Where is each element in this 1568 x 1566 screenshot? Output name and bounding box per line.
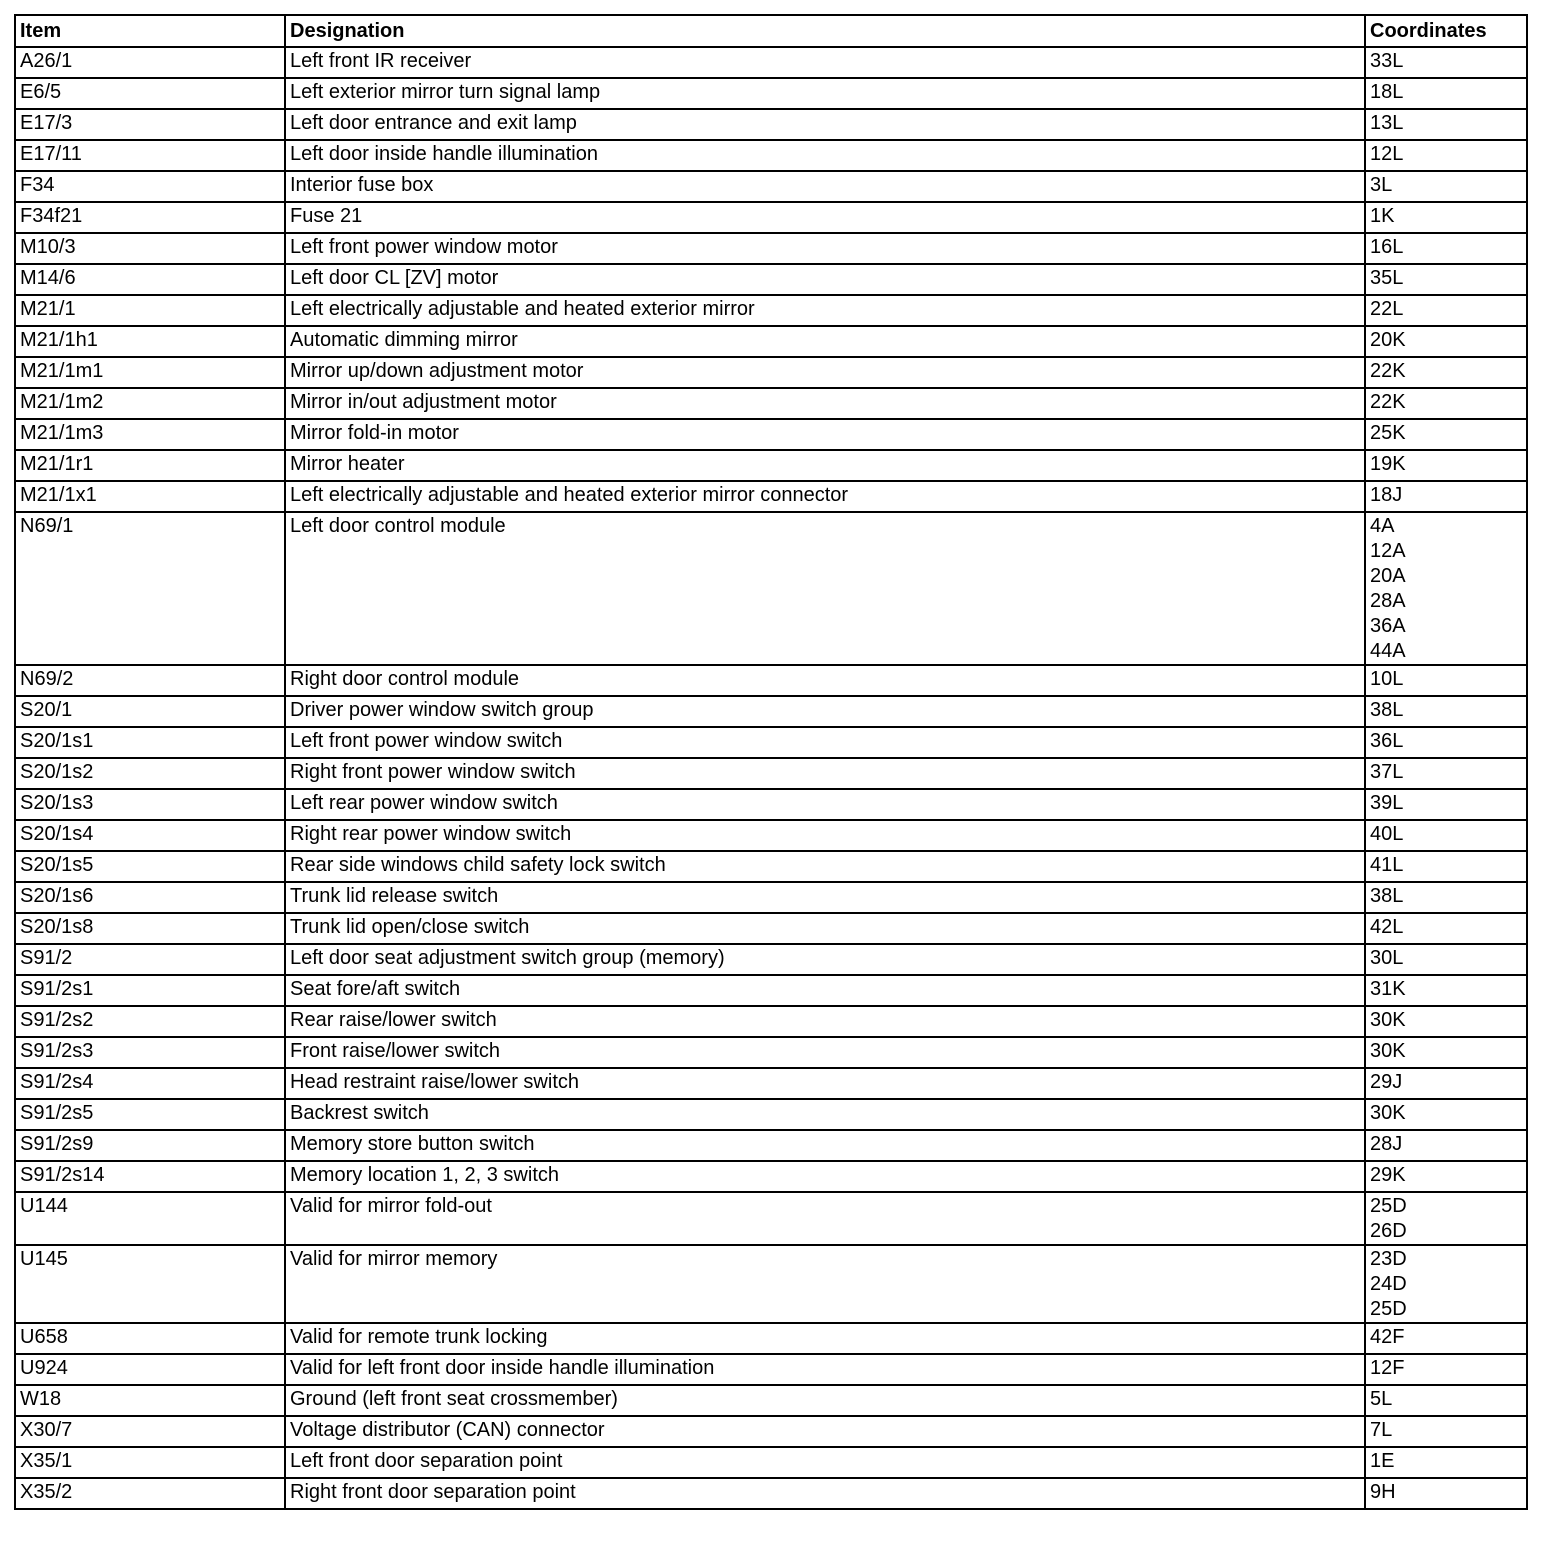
item-cell: M10/3 (15, 233, 285, 264)
coordinate-value: 24D (1370, 1273, 1407, 1295)
designation-cell: Rear side windows child safety lock switch (285, 851, 1365, 882)
header-designation: Designation (285, 15, 1365, 47)
header-row (15, 15, 1527, 47)
item-cell: M21/1m3 (15, 419, 285, 450)
designation-cell: Front raise/lower switch (285, 1037, 1365, 1068)
coordinate-value: 25K (1370, 422, 1406, 444)
coordinate-value: 5L (1370, 1388, 1393, 1410)
coordinate-value: 9H (1370, 1481, 1396, 1503)
coordinate-value: 19K (1370, 453, 1406, 475)
designation-cell: Valid for left front door inside handle illumination (285, 1354, 1365, 1385)
coordinate-value: 22L (1370, 298, 1404, 320)
designation-cell: Trunk lid open/close switch (285, 913, 1365, 944)
coordinates-cell (1365, 1447, 1527, 1478)
item-cell: U145 (15, 1245, 285, 1323)
table-row (15, 326, 1527, 357)
item-cell: S20/1s1 (15, 727, 285, 758)
item-cell: E17/11 (15, 140, 285, 171)
coordinates-cell (1365, 1192, 1527, 1245)
table-row (15, 944, 1527, 975)
table-row (15, 1192, 1527, 1245)
coordinate-value: 33L (1370, 50, 1404, 72)
designation-cell: Valid for mirror fold-out (285, 1192, 1365, 1245)
table-row (15, 171, 1527, 202)
coordinates-cell (1365, 512, 1527, 665)
item-cell: S20/1s4 (15, 820, 285, 851)
coordinates-cell (1365, 758, 1527, 789)
coordinate-value: 36L (1370, 730, 1404, 752)
coordinates-cell (1365, 109, 1527, 140)
coordinate-value: 1K (1370, 205, 1395, 227)
item-cell: S91/2s2 (15, 1006, 285, 1037)
coordinates-cell (1365, 78, 1527, 109)
coordinate-value: 13L (1370, 112, 1404, 134)
designation-cell: Left front power window switch (285, 727, 1365, 758)
coordinate-value: 18J (1370, 484, 1403, 506)
table-row (15, 202, 1527, 233)
header-item: Item (15, 15, 285, 47)
coordinate-value: 40L (1370, 823, 1404, 845)
item-cell: M14/6 (15, 264, 285, 295)
coordinate-value: 39L (1370, 792, 1404, 814)
item-cell: M21/1m1 (15, 357, 285, 388)
designation-cell: Memory store button switch (285, 1130, 1365, 1161)
coordinate-value: 22K (1370, 391, 1406, 413)
coordinate-value: 37L (1370, 761, 1404, 783)
item-cell: U658 (15, 1323, 285, 1354)
table-row (15, 789, 1527, 820)
coordinates-cell (1365, 1099, 1527, 1130)
item-cell: S20/1 (15, 696, 285, 727)
designation-cell: Mirror in/out adjustment motor (285, 388, 1365, 419)
coordinates-cell (1365, 1130, 1527, 1161)
coordinates-cell (1365, 450, 1527, 481)
designation-cell: Left electrically adjustable and heated exterior mirror (285, 295, 1365, 326)
table-row (15, 109, 1527, 140)
table-row (15, 1323, 1527, 1354)
coordinates-cell (1365, 944, 1527, 975)
item-cell: A26/1 (15, 47, 285, 78)
table-row (15, 1385, 1527, 1416)
coordinate-value: 42L (1370, 916, 1404, 938)
table-row (15, 140, 1527, 171)
coordinate-value: 23D (1370, 1248, 1407, 1270)
table-row (15, 913, 1527, 944)
coordinates-cell (1365, 1245, 1527, 1323)
table-row (15, 357, 1527, 388)
table-row (15, 47, 1527, 78)
table-row (15, 78, 1527, 109)
coordinates-cell (1365, 388, 1527, 419)
item-cell: S91/2s5 (15, 1099, 285, 1130)
coordinate-value: 35L (1370, 267, 1404, 289)
coordinate-value: 38L (1370, 699, 1404, 721)
item-cell: M21/1x1 (15, 481, 285, 512)
item-cell: E6/5 (15, 78, 285, 109)
coordinate-value: 42F (1370, 1326, 1405, 1348)
coordinates-cell (1365, 1161, 1527, 1192)
item-cell: M21/1m2 (15, 388, 285, 419)
table-row (15, 1006, 1527, 1037)
coordinate-value: 28A (1370, 590, 1406, 612)
coordinates-cell (1365, 820, 1527, 851)
designation-cell: Left exterior mirror turn signal lamp (285, 78, 1365, 109)
item-cell: S20/1s6 (15, 882, 285, 913)
coordinates-cell (1365, 295, 1527, 326)
coordinate-value: 29K (1370, 1164, 1406, 1186)
table-row (15, 727, 1527, 758)
coordinates-cell (1365, 882, 1527, 913)
coordinate-value: 20A (1370, 565, 1406, 587)
coordinates-cell (1365, 1354, 1527, 1385)
item-cell: F34 (15, 171, 285, 202)
designation-cell: Valid for mirror memory (285, 1245, 1365, 1323)
item-cell: M21/1 (15, 295, 285, 326)
table-row (15, 233, 1527, 264)
designation-cell: Left rear power window switch (285, 789, 1365, 820)
coordinate-value: 25D (1370, 1298, 1407, 1320)
coordinate-value: 20K (1370, 329, 1406, 351)
table-row (15, 1245, 1527, 1323)
item-cell: S91/2s4 (15, 1068, 285, 1099)
item-cell: X35/2 (15, 1478, 285, 1509)
table-row (15, 1354, 1527, 1385)
item-cell: S91/2s9 (15, 1130, 285, 1161)
coordinates-cell (1365, 140, 1527, 171)
designation-cell: Right front power window switch (285, 758, 1365, 789)
item-cell: X30/7 (15, 1416, 285, 1447)
coordinate-value: 31K (1370, 978, 1406, 1000)
coordinate-value: 10L (1370, 668, 1404, 690)
designation-cell: Left door control module (285, 512, 1365, 665)
coordinates-cell (1365, 171, 1527, 202)
item-cell: X35/1 (15, 1447, 285, 1478)
coordinate-value: 7L (1370, 1419, 1393, 1441)
coordinates-cell (1365, 1006, 1527, 1037)
header-coordinates: Coordinates (1365, 15, 1527, 47)
coordinates-cell (1365, 1068, 1527, 1099)
coordinate-value: 30K (1370, 1102, 1406, 1124)
item-cell: N69/2 (15, 665, 285, 696)
table-row (15, 758, 1527, 789)
coordinate-value: 36A (1370, 615, 1406, 637)
item-cell: M21/1r1 (15, 450, 285, 481)
coordinates-cell (1365, 727, 1527, 758)
table-row (15, 419, 1527, 450)
designation-cell: Ground (left front seat crossmember) (285, 1385, 1365, 1416)
item-cell: S20/1s3 (15, 789, 285, 820)
coordinates-cell (1365, 264, 1527, 295)
coordinate-value: 16L (1370, 236, 1404, 258)
item-cell: U924 (15, 1354, 285, 1385)
item-cell: E17/3 (15, 109, 285, 140)
table-row (15, 1478, 1527, 1509)
coordinates-cell (1365, 1478, 1527, 1509)
table-row (15, 450, 1527, 481)
table-row (15, 1161, 1527, 1192)
item-cell: M21/1h1 (15, 326, 285, 357)
item-cell: S91/2s1 (15, 975, 285, 1006)
coordinates-cell (1365, 789, 1527, 820)
coordinate-value: 12L (1370, 143, 1404, 165)
item-cell: S91/2s14 (15, 1161, 285, 1192)
coordinate-value: 29J (1370, 1071, 1403, 1093)
coordinates-cell (1365, 696, 1527, 727)
designation-cell: Left front power window motor (285, 233, 1365, 264)
table-row (15, 481, 1527, 512)
table-header (15, 15, 1527, 47)
item-cell: S20/1s2 (15, 758, 285, 789)
coordinate-value: 1E (1370, 1450, 1395, 1472)
designation-cell: Automatic dimming mirror (285, 326, 1365, 357)
coordinate-value: 18L (1370, 81, 1404, 103)
table-row (15, 1130, 1527, 1161)
table-row (15, 264, 1527, 295)
coordinate-value: 28J (1370, 1133, 1403, 1155)
coordinates-cell (1365, 419, 1527, 450)
table-row (15, 1068, 1527, 1099)
table-row (15, 388, 1527, 419)
designation-cell: Left door entrance and exit lamp (285, 109, 1365, 140)
table-row (15, 1037, 1527, 1068)
coordinate-value: 30L (1370, 947, 1404, 969)
designation-cell: Right front door separation point (285, 1478, 1365, 1509)
table-body (15, 47, 1527, 1509)
coordinates-cell (1365, 1323, 1527, 1354)
coordinate-value: 26D (1370, 1220, 1407, 1242)
coordinate-value: 41L (1370, 854, 1404, 876)
table-row (15, 665, 1527, 696)
coordinate-value: 4A (1370, 515, 1395, 537)
designation-cell: Left front IR receiver (285, 47, 1365, 78)
coordinates-cell (1365, 233, 1527, 264)
coordinates-cell (1365, 481, 1527, 512)
designation-cell: Seat fore/aft switch (285, 975, 1365, 1006)
designation-cell: Voltage distributor (CAN) connector (285, 1416, 1365, 1447)
item-cell: S20/1s5 (15, 851, 285, 882)
designation-cell: Left front door separation point (285, 1447, 1365, 1478)
item-cell: S20/1s8 (15, 913, 285, 944)
coordinate-value: 3L (1370, 174, 1393, 196)
coordinate-value: 38L (1370, 885, 1404, 907)
item-cell: N69/1 (15, 512, 285, 665)
table-row (15, 295, 1527, 326)
item-cell: S91/2s3 (15, 1037, 285, 1068)
item-cell: U144 (15, 1192, 285, 1245)
table-row (15, 851, 1527, 882)
designation-cell: Interior fuse box (285, 171, 1365, 202)
designation-cell: Driver power window switch group (285, 696, 1365, 727)
designation-cell: Head restraint raise/lower switch (285, 1068, 1365, 1099)
item-cell: W18 (15, 1385, 285, 1416)
item-cell: F34f21 (15, 202, 285, 233)
coordinates-cell (1365, 851, 1527, 882)
coordinate-value: 25D (1370, 1195, 1407, 1217)
coordinates-cell (1365, 665, 1527, 696)
coordinates-cell (1365, 202, 1527, 233)
designation-cell: Left door CL [ZV] motor (285, 264, 1365, 295)
designation-cell: Right rear power window switch (285, 820, 1365, 851)
coordinates-cell (1365, 1037, 1527, 1068)
designation-cell: Rear raise/lower switch (285, 1006, 1365, 1037)
designation-cell: Left electrically adjustable and heated exterior mirror connector (285, 481, 1365, 512)
table-row (15, 820, 1527, 851)
table-row (15, 1447, 1527, 1478)
designation-cell: Valid for remote trunk locking (285, 1323, 1365, 1354)
component-legend-table (14, 14, 1528, 1510)
table-row (15, 512, 1527, 665)
item-cell: S91/2 (15, 944, 285, 975)
designation-cell: Memory location 1, 2, 3 switch (285, 1161, 1365, 1192)
designation-cell: Mirror heater (285, 450, 1365, 481)
coordinate-value: 30K (1370, 1009, 1406, 1031)
coordinates-cell (1365, 47, 1527, 78)
designation-cell: Right door control module (285, 665, 1365, 696)
designation-cell: Mirror up/down adjustment motor (285, 357, 1365, 388)
coordinates-cell (1365, 326, 1527, 357)
coordinate-value: 12A (1370, 540, 1406, 562)
coordinate-value: 22K (1370, 360, 1406, 382)
table-row (15, 696, 1527, 727)
designation-cell: Left door seat adjustment switch group (memory) (285, 944, 1365, 975)
coordinates-cell (1365, 913, 1527, 944)
coordinate-value: 44A (1370, 640, 1406, 662)
designation-cell: Fuse 21 (285, 202, 1365, 233)
table-row (15, 882, 1527, 913)
designation-cell: Backrest switch (285, 1099, 1365, 1130)
coordinates-cell (1365, 357, 1527, 388)
table-row (15, 1416, 1527, 1447)
designation-cell: Mirror fold-in motor (285, 419, 1365, 450)
table-row (15, 1099, 1527, 1130)
coordinate-value: 30K (1370, 1040, 1406, 1062)
coordinates-cell (1365, 1416, 1527, 1447)
coordinates-cell (1365, 975, 1527, 1006)
coordinates-cell (1365, 1385, 1527, 1416)
table-row (15, 975, 1527, 1006)
designation-cell: Left door inside handle illumination (285, 140, 1365, 171)
coordinate-value: 12F (1370, 1357, 1405, 1379)
designation-cell: Trunk lid release switch (285, 882, 1365, 913)
